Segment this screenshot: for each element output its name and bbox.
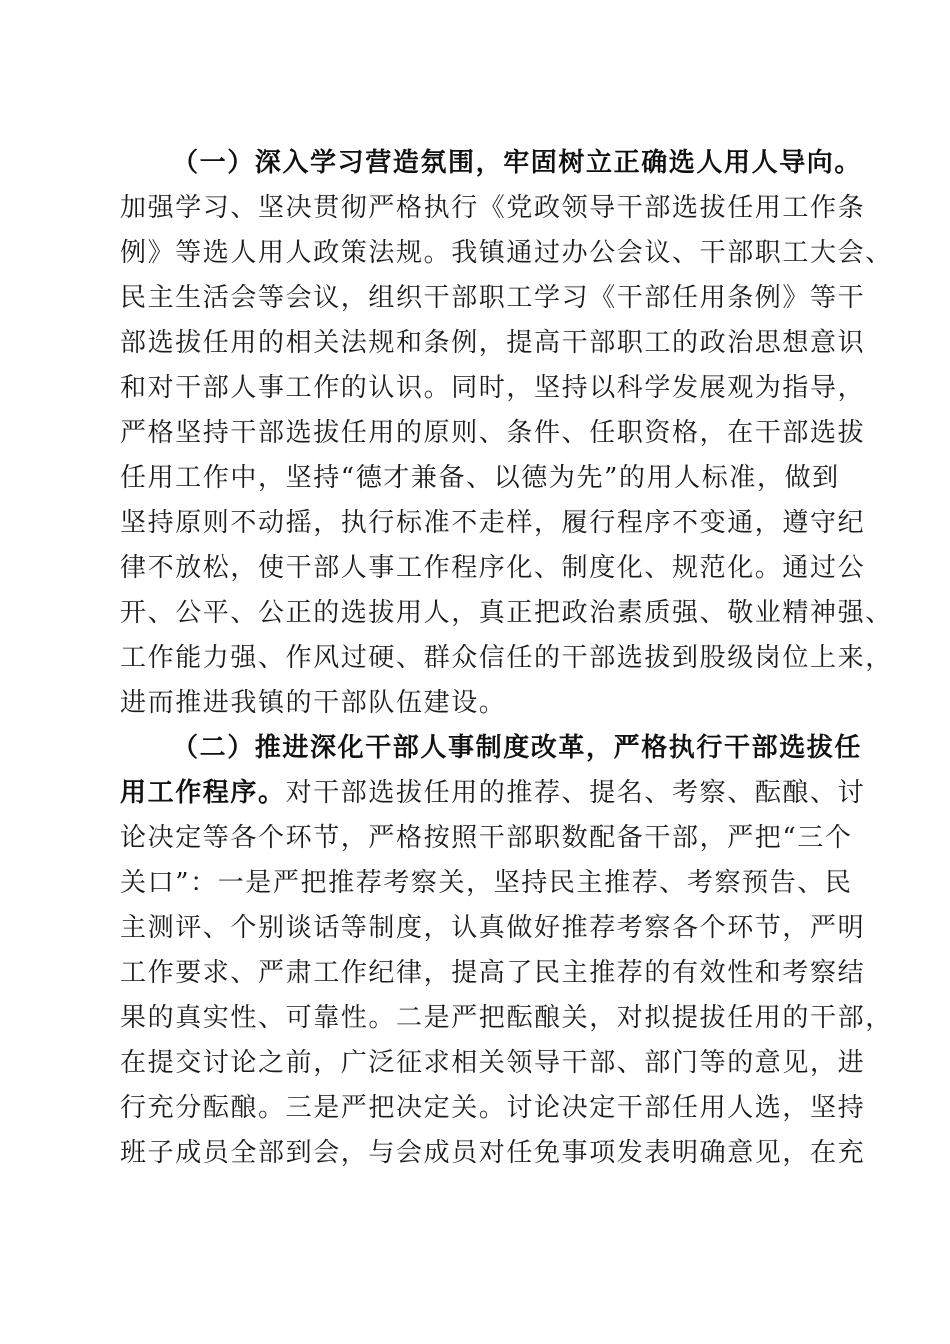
section2-line-2: 关口”：一是严把推荐考察关，坚持民主推荐、考察预告、民 (120, 868, 853, 898)
section2-line-1: 论决定等各个环节，严格按照干部职数配备干部，严把“三个 (120, 823, 853, 853)
section1-line-9: 律不放松，使干部人事工作程序化、制度化、规范化。通过公 (120, 553, 866, 583)
section1-line-3: 民主生活会等会议，组织干部职工学习《干部任用条例》等干 (120, 283, 866, 313)
section2-line-3: 主测评、个别谈话等制度，认真做好推荐考察各个环节，严明 (120, 913, 866, 943)
section1-line-11: 工作能力强、作风过硬、群众信任的干部选拔到股级岗位上来， (120, 643, 893, 673)
section2-line-4: 工作要求、严肃工作纪律，提高了民主推荐的有效性和考察结 (120, 958, 866, 988)
section1-line-10: 开、公平、公正的选拔用人，真正把政治素质强、敬业精神强、 (120, 598, 893, 628)
section2-line-7: 行充分酝酿。三是严把决定关。讨论决定干部任用人选，坚持 (120, 1093, 866, 1123)
section1-line-6: 严格坚持干部选拔任用的原则、条件、任职资格，在干部选拔 (120, 418, 866, 448)
section2-heading-line-1: （二）推进深化干部人事制度改革，严格执行干部选拔任 (172, 733, 863, 763)
section1-line-1: 加强学习、坚决贯彻严格执行《党政领导干部选拔任用工作条 (120, 193, 866, 223)
section2-line-5: 果的真实性、可靠性。二是严把酝酿关，对拟提拔任用的干部， (120, 1003, 893, 1033)
section1-line-12: 进而推进我镇的干部队伍建设。 (120, 688, 507, 718)
section1-line-7: 任用工作中，坚持“德才兼备、以德为先”的用人标准，做到 (120, 463, 840, 493)
section1-line-5: 和对干部人事工作的认识。同时，坚持以科学发展观为指导， (120, 373, 866, 403)
section2-heading-line-2 (120, 775, 866, 811)
section1-line-2: 例》等选人用人政策法规。我镇通过办公会议、干部职工大会、 (120, 238, 893, 268)
section1-line-8: 坚持原则不动摇，执行标准不走样，履行程序不变通，遵守纪 (120, 508, 866, 538)
section1-line-4: 部选拔任用的相关法规和条例，提高干部职工的政治思想意识 (120, 328, 866, 358)
section2-body-start: 对干部选拔任用的推荐、提名、考察、酝酿、讨 (285, 778, 866, 808)
section1-heading: （一）深入学习营造氛围，牢固树立正确选人用人导向。 (172, 148, 863, 178)
section2-line-8: 班子成员全部到会，与会成员对任免事项发表明确意见，在充 (120, 1138, 866, 1168)
section2-heading-tail: 用工作程序。 (120, 778, 286, 808)
section2-line-6: 在提交讨论之前，广泛征求相关领导干部、部门等的意见，进 (120, 1048, 866, 1078)
